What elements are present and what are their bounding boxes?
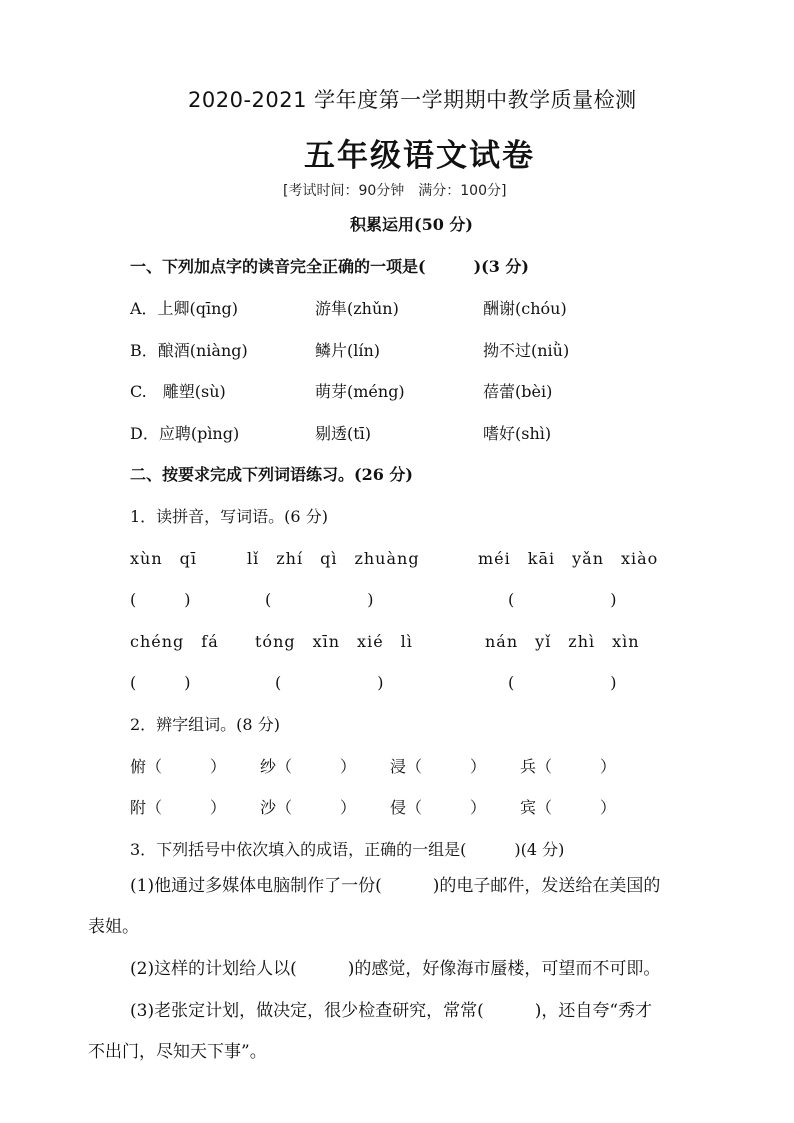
answer-blank-4[interactable]: ( ) bbox=[130, 673, 191, 692]
section-title: 积累运用(50 分) bbox=[350, 215, 473, 234]
answer-blank-6[interactable]: ( ) bbox=[508, 673, 617, 692]
char-group-4[interactable]: 兵（ ） bbox=[520, 757, 617, 776]
pinyin-1: xùn qī bbox=[130, 549, 197, 568]
q1-option-a-2: 游隼(zhǔn) bbox=[315, 299, 399, 318]
answer-blank-2[interactable]: ( ) bbox=[265, 590, 374, 609]
sentence-3-line-1: (3)老张定计划，做决定，很少检查研究，常常( )，还自夸“秀才 bbox=[130, 1001, 653, 1021]
answer-blank-3[interactable]: ( ) bbox=[508, 590, 617, 609]
pinyin-5: tóng xīn xié lì bbox=[255, 632, 413, 651]
pinyin-2: lǐ zhí qì zhuàng bbox=[247, 549, 420, 568]
char-group-5[interactable]: 附（ ） bbox=[130, 798, 227, 817]
sentence-1-line-2: 表姐。 bbox=[88, 917, 139, 937]
q1-option-b-3: 拗不过(niǜ) bbox=[483, 341, 570, 360]
q2-sub1-title: 1．读拼音，写词语。(6 分) bbox=[130, 507, 328, 526]
q1-option-b-1: B．酿酒(niàng) bbox=[130, 341, 248, 360]
pinyin-3: méi kāi yǎn xiào bbox=[478, 549, 659, 568]
pinyin-6: nán yǐ zhì xìn bbox=[485, 632, 640, 651]
q1-option-c-1: C. 雕塑(sù) bbox=[130, 382, 226, 401]
char-group-3[interactable]: 浸（ ） bbox=[390, 757, 487, 776]
exam-title: 2020-2021 学年度第一学期期中教学质量检测 bbox=[188, 88, 637, 112]
char-group-6[interactable]: 沙（ ） bbox=[260, 798, 357, 817]
q1-option-c-2: 萌芽(méng) bbox=[315, 382, 405, 401]
q1-option-a-3: 酬谢(chóu) bbox=[483, 299, 567, 318]
q1-option-b-2: 鳞片(lín) bbox=[315, 341, 381, 360]
q1-option-d-2: 剔透(tī) bbox=[315, 424, 372, 443]
char-group-2[interactable]: 纱（ ） bbox=[260, 757, 357, 776]
answer-blank-5[interactable]: ( ) bbox=[275, 673, 384, 692]
char-group-1[interactable]: 俯（ ） bbox=[130, 757, 227, 776]
q1-option-a-1: A．上卿(qīng) bbox=[130, 299, 238, 318]
sentence-3-line-2: 不出门，尽知天下事”。 bbox=[88, 1042, 267, 1062]
question-2-title: 二、按要求完成下列词语练习。(26 分) bbox=[130, 465, 413, 484]
answer-blank-1[interactable]: ( ) bbox=[130, 590, 191, 609]
exam-meta: [考试时间：90分钟 满分：100分] bbox=[283, 183, 507, 199]
sentence-1-line-1: (1)他通过多媒体电脑制作了一份( )的电子邮件，发送给在美国的 bbox=[130, 876, 661, 896]
sentence-2: (2)这样的计划给人以( )的感觉，好像海市蜃楼，可望而不可即。 bbox=[130, 959, 661, 979]
question-1-title: 一、下列加点字的读音完全正确的一项是( )(3 分) bbox=[130, 257, 529, 276]
q2-sub2-title: 2．辨字组词。(8 分) bbox=[130, 715, 280, 734]
q1-option-c-3: 蓓蕾(bèi) bbox=[483, 382, 553, 401]
char-group-8[interactable]: 宾（ ） bbox=[520, 798, 617, 817]
q1-option-d-1: D．应聘(pìng) bbox=[130, 424, 240, 443]
exam-subtitle: 五年级语文试卷 bbox=[304, 138, 535, 174]
q2-sub3-title: 3．下列括号中依次填入的成语，正确的一组是( )(4 分) bbox=[130, 840, 565, 859]
q1-option-d-3: 嗜好(shì) bbox=[483, 424, 552, 443]
pinyin-4: chéng fá bbox=[130, 632, 219, 651]
char-group-7[interactable]: 侵（ ） bbox=[390, 798, 487, 817]
